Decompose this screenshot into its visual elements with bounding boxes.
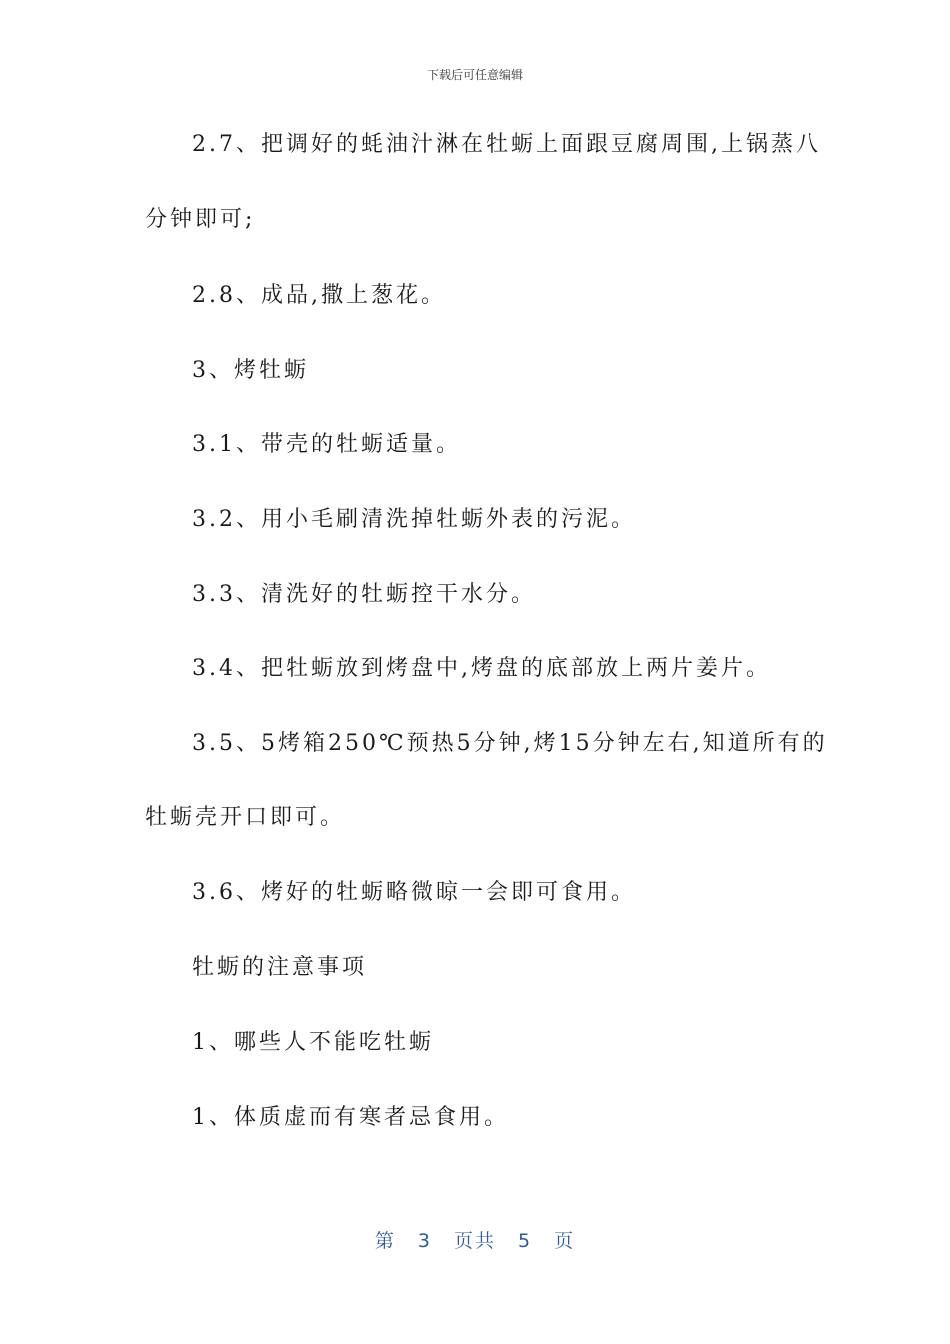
footer-current-page: 3 (417, 1230, 432, 1252)
paragraph-note-1: 1、体质虚而有寒者忌食用。 (192, 1105, 509, 1130)
footer-suffix: 页 (554, 1230, 576, 1252)
paragraph-2-8: 2.8、成品,撒上葱花。 (192, 283, 446, 308)
subheading-1: 1、哪些人不能吃牡蛎 (192, 1030, 434, 1055)
footer-prefix: 第 (374, 1230, 396, 1252)
paragraph-3-5: 3.5、5烤箱250℃预热5分钟,烤15分钟左右,知道所有的 (192, 731, 828, 756)
paragraph-3-4: 3.4、把牡蛎放到烤盘中,烤盘的底部放上两片姜片。 (192, 656, 771, 681)
section-heading-notes: 牡蛎的注意事项 (192, 955, 368, 980)
paragraph-2-7: 2.7、把调好的蚝油汁淋在牡蛎上面跟豆腐周围,上锅蒸八 (192, 132, 821, 157)
page-header: 下载后可任意编辑 (426, 68, 523, 82)
footer-middle: 页共 (453, 1230, 496, 1252)
paragraph-2-7-continued: 分钟即可; (145, 207, 256, 232)
paragraph-3-3: 3.3、清洗好的牡蛎控干水分。 (192, 582, 536, 607)
paragraph-3-5-continued: 牡蛎壳开口即可。 (145, 805, 346, 830)
paragraph-3-2: 3.2、用小毛刷清洗掉牡蛎外表的污泥。 (192, 507, 636, 532)
footer-total-pages: 5 (518, 1230, 533, 1252)
heading-3: 3、烤牡蛎 (192, 358, 309, 383)
paragraph-3-6: 3.6、烤好的牡蛎略微晾一会即可食用。 (192, 880, 636, 905)
paragraph-3-1: 3.1、带壳的牡蛎适量。 (192, 432, 461, 457)
page-footer (0, 1226, 950, 1253)
